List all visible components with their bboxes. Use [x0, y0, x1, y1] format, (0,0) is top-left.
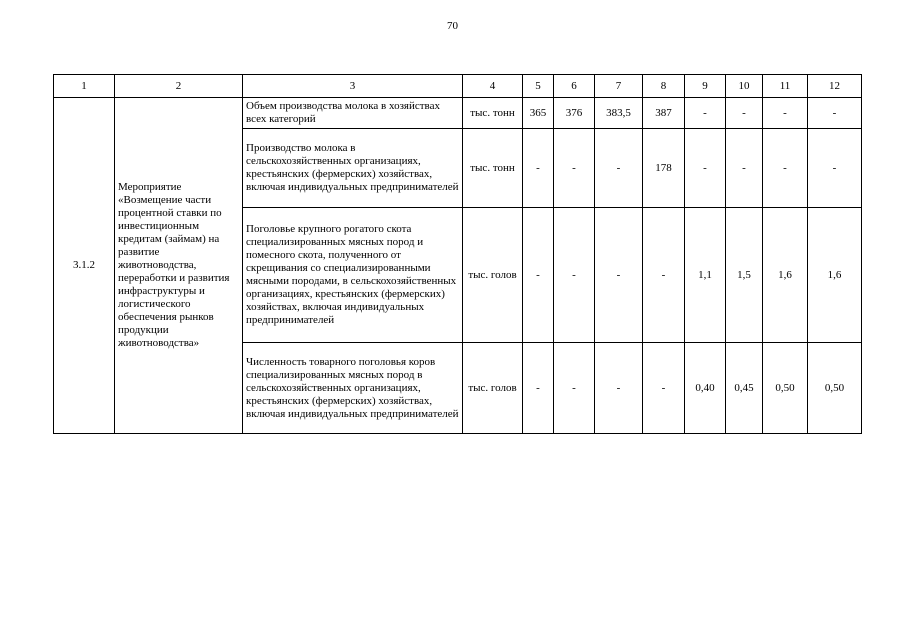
value-cell: - — [763, 129, 808, 208]
indicator-name: Поголовье крупного рогатого скота специализированных мясных пород и помесного скота, полученного от скрещивания со специализированными мясными породами, в сельскохозяйственных организациях, крестьянских (фермерских) хозяйствах, включая индивидуальных предпринимателей — [243, 208, 463, 343]
value-cell: - — [643, 343, 685, 434]
header-cell: 6 — [554, 75, 595, 98]
unit-cell: тыс. тонн — [463, 98, 523, 129]
header-cell: 10 — [726, 75, 763, 98]
value-cell: 0,50 — [808, 343, 862, 434]
indicators-table — [53, 74, 862, 434]
value-cell: 178 — [643, 129, 685, 208]
value-cell: 365 — [523, 98, 554, 129]
header-cell: 1 — [54, 75, 115, 98]
value-cell: 0,45 — [726, 343, 763, 434]
value-cell: - — [595, 208, 643, 343]
value-cell: 376 — [554, 98, 595, 129]
value-cell: - — [523, 129, 554, 208]
value-cell: 1,5 — [726, 208, 763, 343]
value-cell: - — [554, 208, 595, 343]
unit-cell: тыс. голов — [463, 343, 523, 434]
value-cell: - — [595, 343, 643, 434]
value-cell: 1,6 — [808, 208, 862, 343]
header-cell: 9 — [685, 75, 726, 98]
value-cell: - — [763, 98, 808, 129]
value-cell: 1,1 — [685, 208, 726, 343]
value-cell: - — [595, 129, 643, 208]
value-cell: 387 — [643, 98, 685, 129]
item-number: 3.1.2 — [54, 98, 115, 434]
header-cell: 2 — [115, 75, 243, 98]
value-cell: 0,40 — [685, 343, 726, 434]
value-cell: 383,5 — [595, 98, 643, 129]
value-cell: - — [523, 208, 554, 343]
header-cell: 8 — [643, 75, 685, 98]
header-cell: 12 — [808, 75, 862, 98]
page-number: 70 — [447, 20, 458, 32]
value-cell: 0,50 — [763, 343, 808, 434]
value-cell: - — [808, 129, 862, 208]
value-cell: - — [643, 208, 685, 343]
value-cell: - — [554, 343, 595, 434]
header-cell: 3 — [243, 75, 463, 98]
indicator-name: Объем производства молока в хозяйствах всех категорий — [243, 98, 463, 129]
value-cell: - — [808, 98, 862, 129]
header-cell: 11 — [763, 75, 808, 98]
value-cell: - — [554, 129, 595, 208]
header-cell: 7 — [595, 75, 643, 98]
unit-cell: тыс. голов — [463, 208, 523, 343]
value-cell: - — [726, 129, 763, 208]
header-cell: 4 — [463, 75, 523, 98]
header-row — [54, 75, 862, 98]
header-cell: 5 — [523, 75, 554, 98]
table-row — [54, 98, 862, 129]
value-cell: - — [726, 98, 763, 129]
indicator-name: Производство молока в сельскохозяйственных организациях, крестьянских (фермерских) хозяйствах, включая индивидуальных предпринимателей — [243, 129, 463, 208]
indicator-name: Численность товарного поголовья коров специализированных мясных пород в сельскохозяйственных организациях, крестьянских (фермерских) хозяйствах, включая индивидуальных предпринимателей — [243, 343, 463, 434]
value-cell: - — [523, 343, 554, 434]
value-cell: 1,6 — [763, 208, 808, 343]
unit-cell: тыс. тонн — [463, 129, 523, 208]
value-cell: - — [685, 98, 726, 129]
event-description: Мероприятие «Возмещение части процентной ставки по инвестиционным кредитам (займам) на развитие животноводства, переработки и развития инфраструктуры и логистического обеспечения рынков продукции животноводства» — [115, 98, 243, 434]
value-cell: - — [685, 129, 726, 208]
